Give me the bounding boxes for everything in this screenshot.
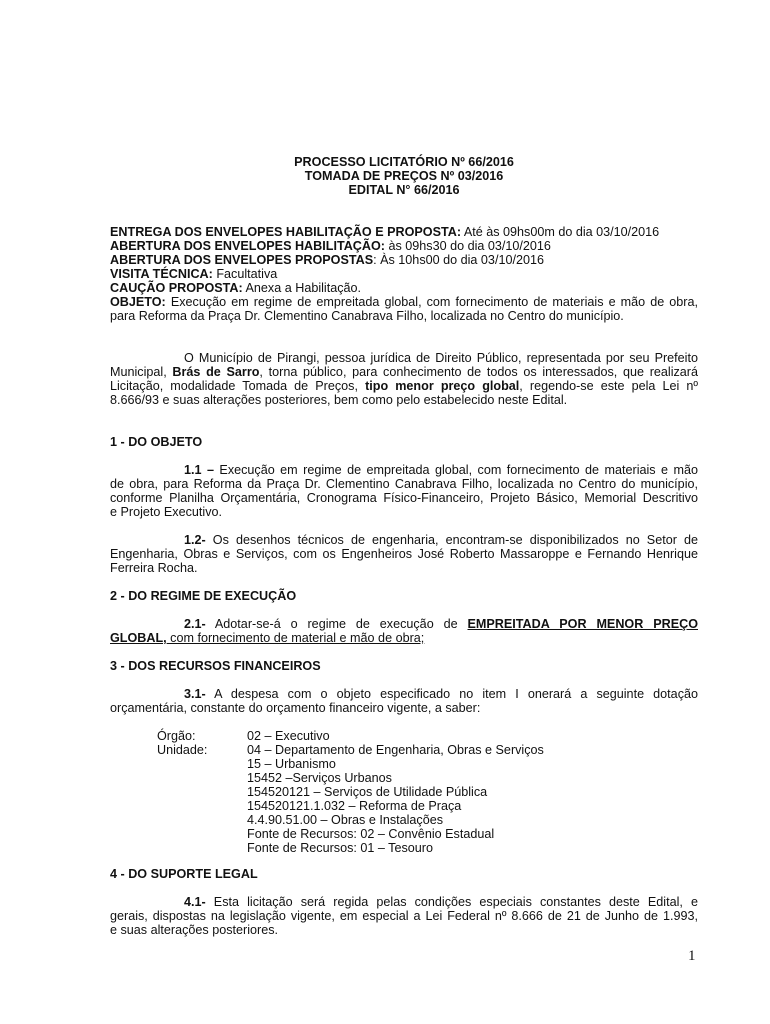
budget-line: 02 – Executivo [247, 729, 330, 743]
budget-line: 154520121 – Serviços de Utilidade Pública [247, 785, 488, 799]
caucao-label: CAUÇÃO PROPOSTA: [110, 281, 243, 295]
budget-line: 4.4.90.51.00 – Obras e Instalações [247, 813, 444, 827]
section-4-1: 4.1- Esta licitação será regida pelas condições especiais constantes deste Edital, e gerais, dispostas na legislação vigente, em especial a Lei Federal nº 8.666 de 21 de Junho de 1.993, e suas alterações posteriores. [110, 895, 698, 937]
intro-paragraph [110, 351, 698, 407]
page-number: 1 [688, 948, 696, 964]
mayor-name: Brás de Sarro [172, 365, 260, 379]
budget-line: 04 – Departamento de Engenharia, Obras e Serviços [247, 743, 544, 757]
section-1-1: 1.1 – Execução em regime de empreitada global, com fornecimento de materiais e mão de obra, para Reforma da Praça Dr. Clementino Canabrava Filho, localizada no Centro do município, conforme Planilha Orçamentária, Cronograma Físico-Financeiro, Projeto Básico, Memorial Descritivo e Projeto Executivo. [110, 463, 698, 519]
visita-label: VISITA TÉCNICA: [110, 267, 213, 281]
intro-line-3: Licitação, modalidade Tomada de Preços, tipo menor preço global, regendo-se este pela Lei nº [110, 379, 698, 393]
section-1-title: 1 - DO OBJETO [110, 435, 203, 449]
header-edital: EDITAL N° 66/2016 [348, 183, 460, 197]
abertura-habilitacao-line [110, 239, 698, 253]
intro-line-2: Municipal, Brás de Sarro, torna público, para conhecimento de todos os interessados, que realizará [110, 365, 698, 379]
entrega-label: ENTREGA DOS ENVELOPES HABILITAÇÃO E PROPOSTA: [110, 225, 462, 239]
header-tomada: TOMADA DE PREÇOS Nº 03/2016 [304, 169, 504, 183]
objeto-line [110, 295, 698, 309]
abertura-propostas-line [110, 253, 698, 267]
section-2-1: 2.1- Adotar-se-á o regime de execução de EMPREITADA POR MENOR PREÇO GLOBAL, com fornecimento de material e mão de obra; [110, 617, 698, 645]
objeto-label: OBJETO: [110, 295, 166, 309]
entrega-line [110, 225, 698, 239]
section-3-title: 3 - DOS RECURSOS FINANCEIROS [110, 659, 321, 673]
unidade-label: Unidade: [157, 743, 208, 757]
section-2-title: 2 - DO REGIME DE EXECUÇÃO [110, 589, 297, 603]
header-process: PROCESSO LICITATÓRIO Nº 66/2016 [294, 155, 514, 169]
budget-line: 15 – Urbanismo [247, 757, 336, 771]
caucao-line [110, 281, 698, 295]
objeto-value: Execução em regime de empreitada global, com fornecimento de materiais e mão de obra, [165, 295, 698, 309]
visita-line [110, 267, 698, 281]
section-3-1: 3.1- A despesa com o objeto especificado no item I onerará a seguinte dotação orçamentária, constante do orçamento financeiro vigente, a saber: [110, 687, 698, 715]
section-1-2: 1.2- Os desenhos técnicos de engenharia, encontram-se disponibilizados no Setor de Engenharia, Obras e Serviços, com os Engenheiros José Roberto Massaroppe e Fernando Henrique Ferreira Rocha. [110, 533, 698, 575]
entrega-value: Até às 09hs00m do dia 03/10/2016 [461, 225, 660, 239]
budget-line: 154520121.1.032 – Reforma de Praça [247, 799, 462, 813]
abertura-habilitacao-value: às 09hs30 do dia 03/10/2016 [384, 239, 551, 253]
objeto-line-2: para Reforma da Praça Dr. Clementino Canabrava Filho, localizada no Centro do município. [110, 309, 624, 323]
intro-line-1: O Município de Pirangi, pessoa jurídica de Direito Público, representada por seu Prefeito [184, 351, 698, 365]
empreitada-emphasis: EMPREITADA POR MENOR PREÇO [467, 617, 698, 631]
budget-line: Fonte de Recursos: 01 – Tesouro [247, 841, 433, 855]
tipo-licitacao: tipo menor preço global [365, 379, 520, 393]
abertura-propostas-label: ABERTURA DOS ENVELOPES PROPOSTAS [110, 253, 374, 267]
abertura-habilitacao-label: ABERTURA DOS ENVELOPES HABILITAÇÃO: [110, 239, 385, 253]
intro-line-4: 8.666/93 e suas alterações posteriores, bem como pelo estabelecido neste Edital. [110, 393, 568, 407]
budget-line: 15452 –Serviços Urbanos [247, 771, 392, 785]
abertura-propostas-value: : Às 10hs00 do dia 03/10/2016 [373, 253, 544, 267]
visita-value: Facultativa [212, 267, 278, 281]
caucao-value: Anexa a Habilitação. [242, 281, 362, 295]
info-block [110, 225, 698, 323]
section-4-title: 4 - DO SUPORTE LEGAL [110, 867, 258, 881]
orgao-label: Órgão: [157, 729, 196, 743]
budget-line: Fonte de Recursos: 02 – Convênio Estadual [247, 827, 495, 841]
